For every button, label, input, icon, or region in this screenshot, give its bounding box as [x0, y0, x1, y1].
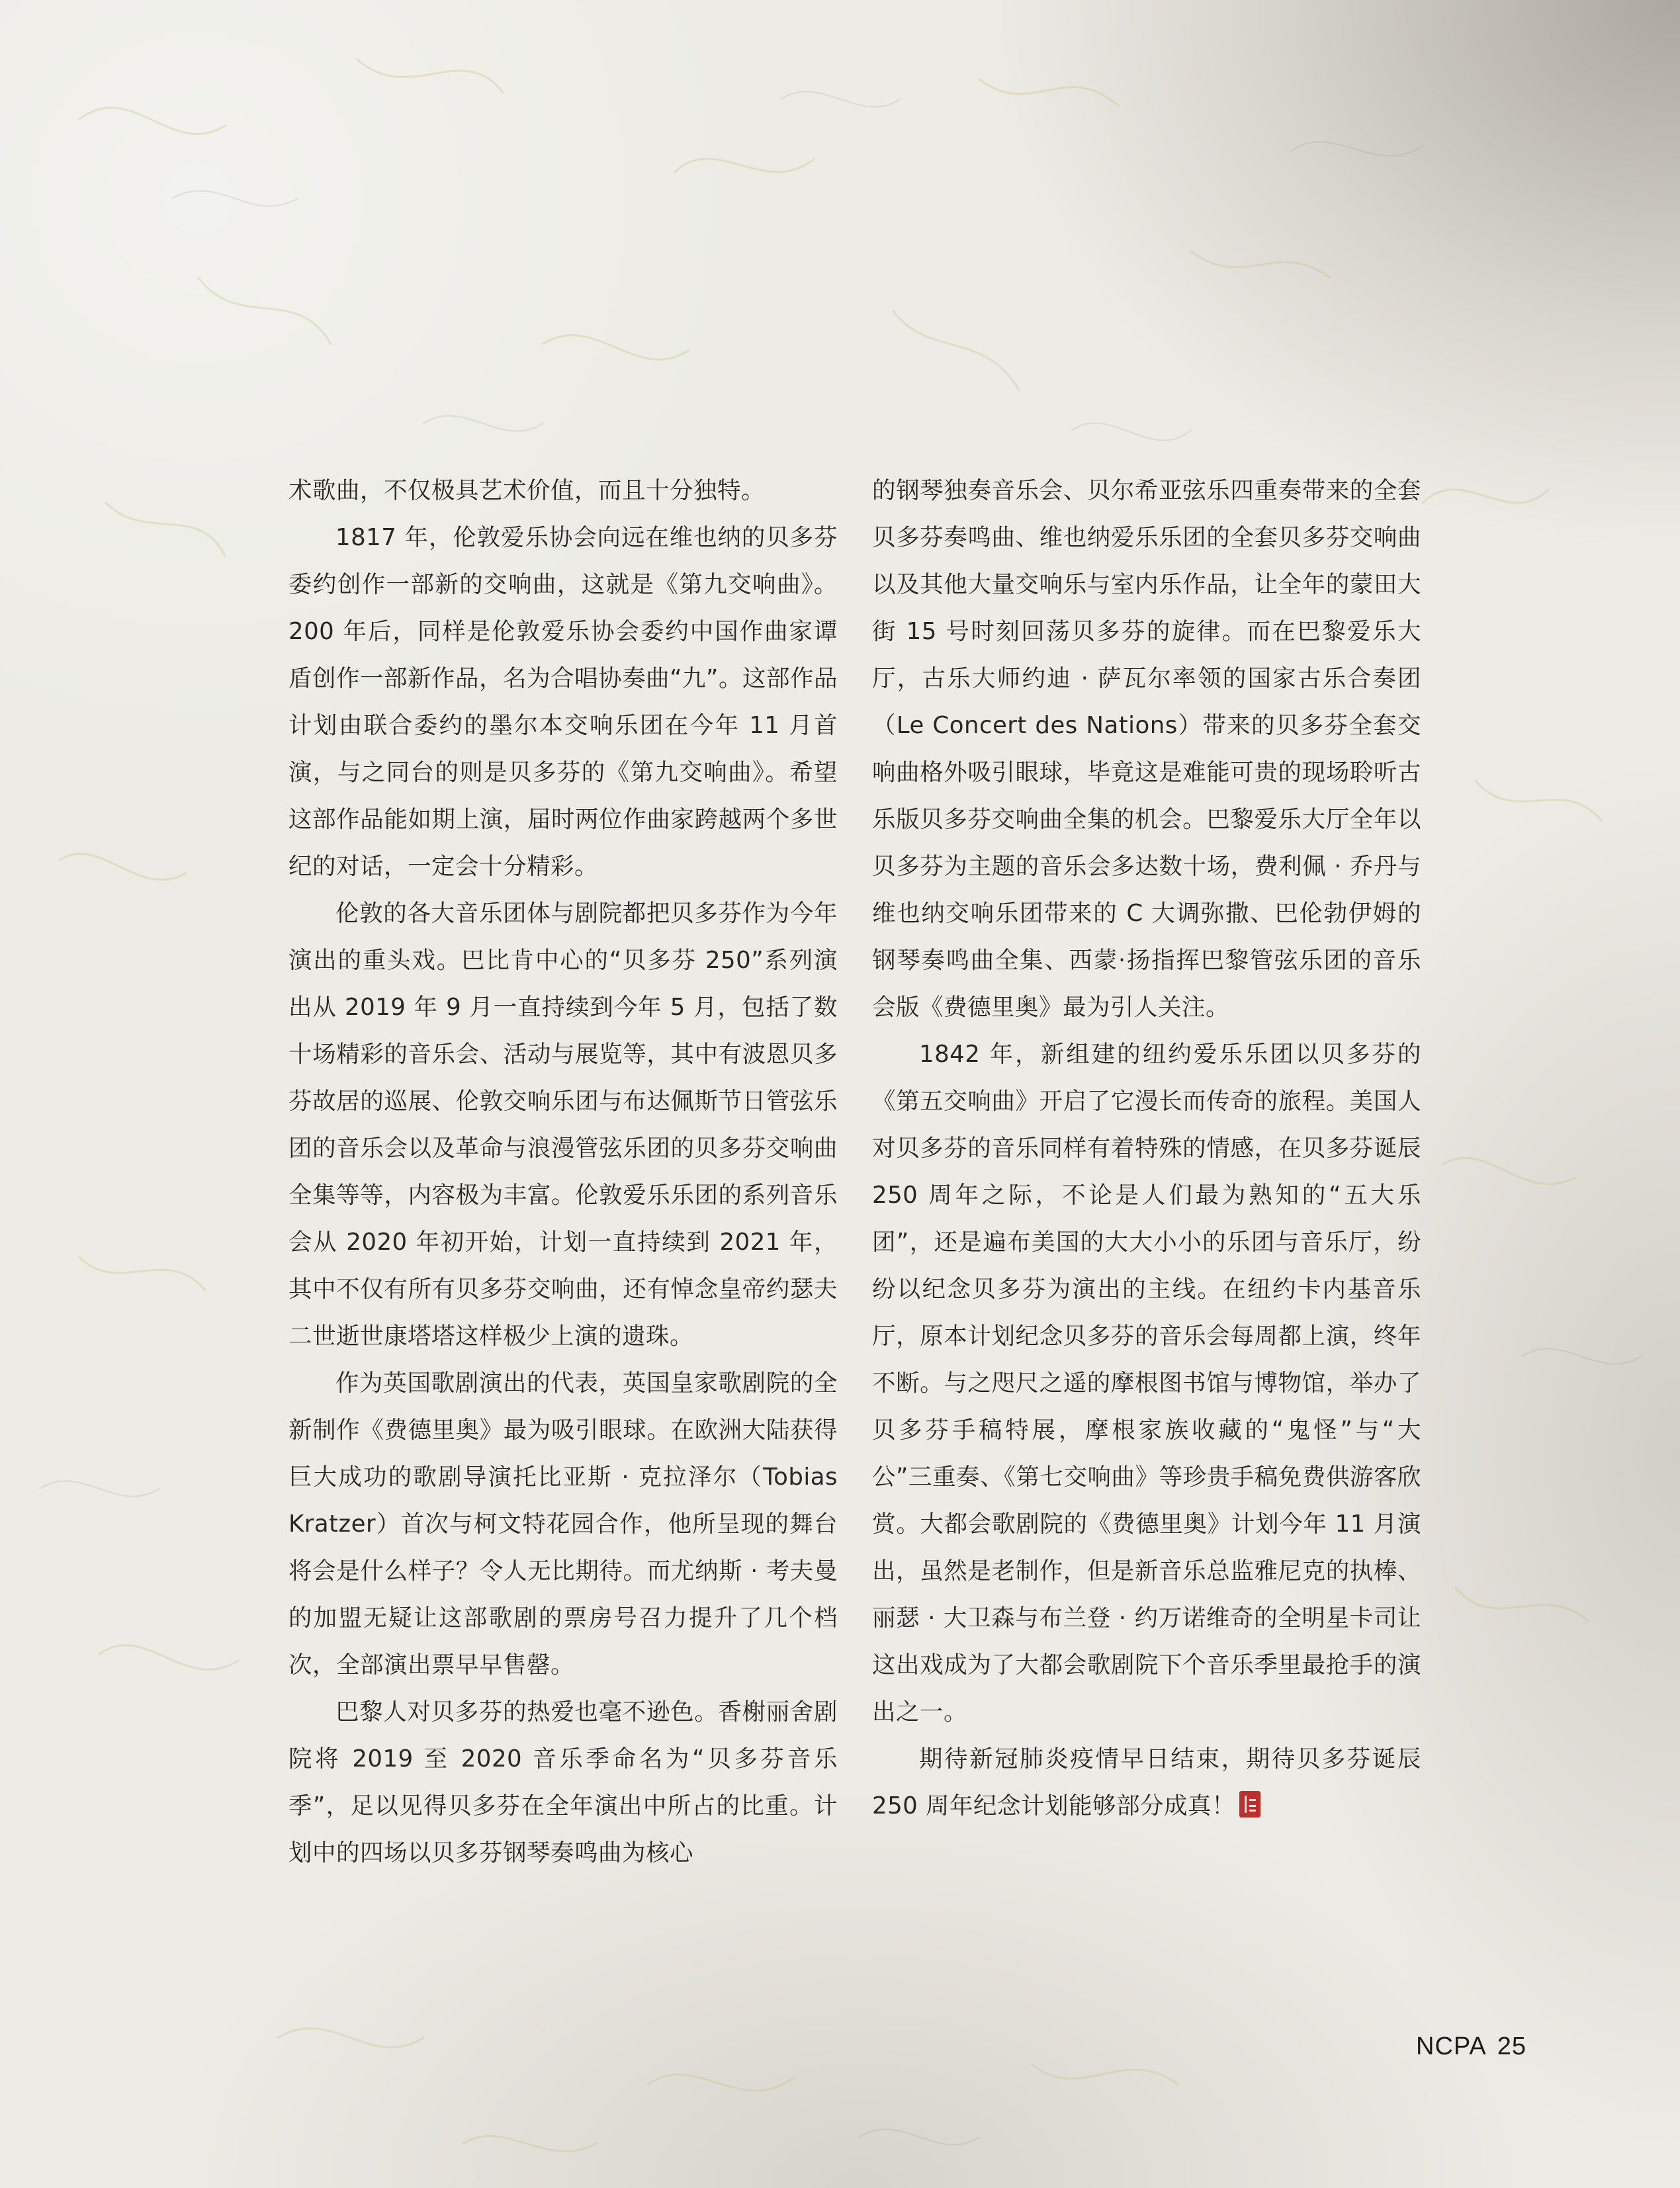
article-paragraph: 伦敦的各大音乐团体与剧院都把贝多芬作为今年演出的重头戏。巴比肯中心的“贝多芬 250”系列演出从 2019 年 9 月一直持续到今年 5 月，包括了数十场精彩的音乐会、活动与展览等，其中有波恩贝多芬故居的巡展、伦敦交响乐团与布达佩斯节日管弦乐团的音乐会以及革命与浪漫管弦乐团的贝多芬交响曲全集等等，内容极为丰富。伦敦爱乐乐团的系列音乐会从 2020 年初开始，计划一直持续到 2021 年，其中不仅有所有贝多芬交响曲，还有悼念皇帝约瑟夫二世逝世康塔塔这样极少上演的遗珠。 — [288, 900, 838, 1350]
article-paragraph: 术歌曲，不仅极具艺术价值，而且十分独特。 — [288, 477, 766, 504]
page-number: 25 — [1497, 2033, 1527, 2060]
page-folio — [1416, 2030, 1526, 2063]
article-paragraph: 作为英国歌剧演出的代表，英国皇家歌剧院的全新制作《费德里奥》最为吸引眼球。在欧洲大陆获得巨大成功的歌剧导演托比亚斯 · 克拉泽尔（Tobias Kratzer）首次与柯文特花园合作，他所呈现的舞台将会是什么样子？令人无比期待。而尤纳斯 · 考夫曼的加盟无疑让这部歌剧的票房号召力提升了几个档次，全部演出票早早售罄。 — [288, 1370, 838, 1679]
article-column-left — [288, 467, 838, 1876]
article-column-right — [872, 467, 1421, 1829]
red-seal-end-mark-icon — [1239, 1791, 1260, 1817]
closing-text: 期待新冠肺炎疫情早日结束，期待贝多芬诞辰 250 周年纪念计划能够部分成真！ — [872, 1745, 1421, 1819]
magazine-name: NCPA — [1416, 2033, 1487, 2060]
closing-paragraph — [872, 1735, 1421, 1829]
article-paragraph: 的钢琴独奏音乐会、贝尔希亚弦乐四重奏带来的全套贝多芬奏鸣曲、维也纳爱乐乐团的全套贝多芬交响曲以及其他大量交响乐与室内乐作品，让全年的蒙田大街 15 号时刻回荡贝多芬的旋律。而在巴黎爱乐大厅，古乐大师约迪 · 萨瓦尔率领的国家古乐合奏团（Le Concert des Nations）带来的贝多芬全套交响曲格外吸引眼球，毕竟这是难能可贵的现场聆听古乐版贝多芬交响曲全集的机会。巴黎爱乐大厅全年以贝多芬为主题的音乐会多达数十场，费利佩 · 乔丹与维也纳交响乐团带来的 C 大调弥撒、巴伦勃伊姆的钢琴奏鸣曲全集、西蒙·扬指挥巴黎管弦乐团的音乐会版《费德里奥》最为引人关注。 — [872, 477, 1421, 1021]
article-paragraph: 1842 年，新组建的纽约爱乐乐团以贝多芬的《第五交响曲》开启了它漫长而传奇的旅程。美国人对贝多芬的音乐同样有着特殊的情感，在贝多芬诞辰 250 周年之际，不论是人们最为熟知的“五大乐团”，还是遍布美国的大大小小的乐团与音乐厅，纷纷以纪念贝多芬为演出的主线。在纽约卡内基音乐厅，原本计划纪念贝多芬的音乐会每周都上演，终年不断。与之咫尺之遥的摩根图书馆与博物馆，举办了贝多芬手稿特展，摩根家族收藏的“鬼怪”与“大公”三重奏、《第七交响曲》等珍贵手稿免费供游客欣赏。大都会歌剧院的《费德里奥》计划今年 11 月演出，虽然是老制作，但是新音乐总监雅尼克的执棒、丽瑟 · 大卫森与布兰登 · 约万诺维奇的全明星卡司让这出戏成为了大都会歌剧院下个音乐季里最抢手的演出之一。 — [872, 1041, 1421, 1726]
article-paragraph: 1817 年，伦敦爱乐协会向远在维也纳的贝多芬委约创作一部新的交响曲，这就是《第九交响曲》。200 年后，同样是伦敦爱乐协会委约中国作曲家谭盾创作一部新作品，名为合唱协奏曲“九”。这部作品计划由联合委约的墨尔本交响乐团在今年 11 月首演，与之同台的则是贝多芬的《第九交响曲》。希望这部作品能如期上演，届时两位作曲家跨越两个多世纪的对话，一定会十分精彩。 — [288, 524, 838, 880]
article-paragraph: 巴黎人对贝多芬的热爱也毫不逊色。香榭丽舍剧院将 2019 至 2020 音乐季命名为“贝多芬音乐季”，足以见得贝多芬在全年演出中所占的比重。计划中的四场以贝多芬钢琴奏鸣曲为核心 — [288, 1698, 838, 1866]
